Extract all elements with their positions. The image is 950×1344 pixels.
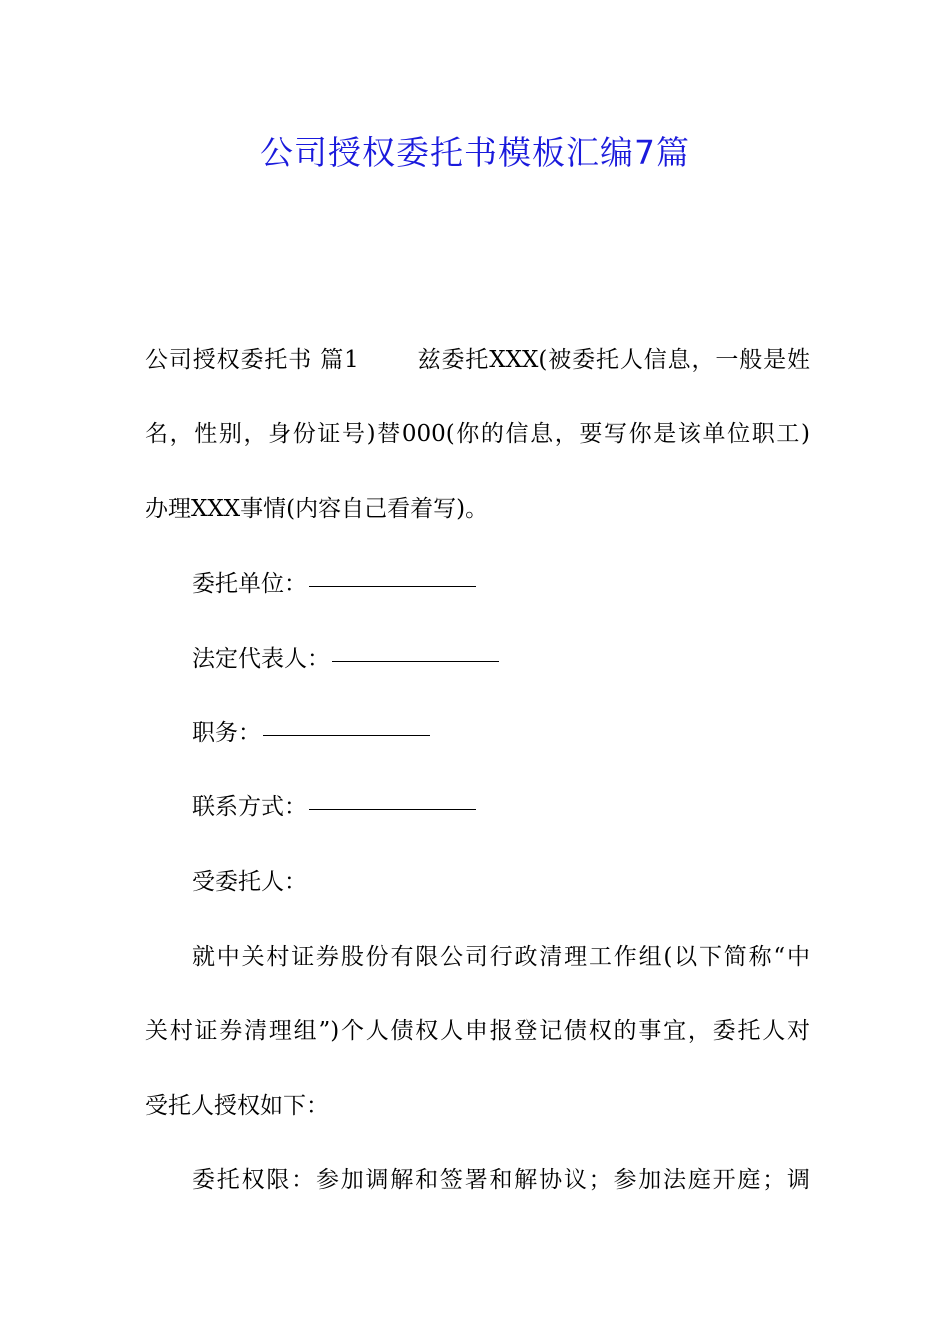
paragraph-2-line-2: 关村证券清理组”)个人债权人申报登记债权的事宜，委托人对 [145,1018,810,1044]
paragraph-1-line-3: 办理XXX事情(内容自己看着写)。 [145,496,489,522]
paragraph-1-line-1 [145,340,810,380]
document-title: 公司授权委托书模板汇编7篇 [260,133,690,172]
field-label: 法定代表人： [192,646,330,672]
fill-blank-line [263,734,430,736]
field-contact [192,787,810,827]
fill-blank-line [309,585,476,587]
section-heading: 公司授权委托书 篇1 [145,347,359,373]
field-position [192,713,810,753]
paragraph-3-line-1: 委托权限：参加调解和签署和解协议；参加法庭开庭；调 [192,1167,810,1193]
field-label: 职务： [192,720,261,746]
field-entrusting-unit [192,564,810,604]
paragraph-1-text: 兹委托XXX(被委托人信息，一般是姓 [416,347,810,373]
field-label: 联系方式： [192,794,307,820]
fill-blank-line [309,808,476,810]
paragraph-2-line-1: 就中关村证券股份有限公司行政清理工作组(以下简称“中 [192,944,810,970]
fill-blank-line [332,660,499,662]
field-legal-representative [192,639,810,679]
field-label: 委托单位： [192,571,307,597]
paragraph-1-line-2: 名，性别，身份证号)替000(你的信息，要写你是该单位职工) [145,421,810,447]
paragraph-2-line-3: 受托人授权如下： [145,1093,329,1119]
field-trustee: 受委托人： [192,869,307,895]
